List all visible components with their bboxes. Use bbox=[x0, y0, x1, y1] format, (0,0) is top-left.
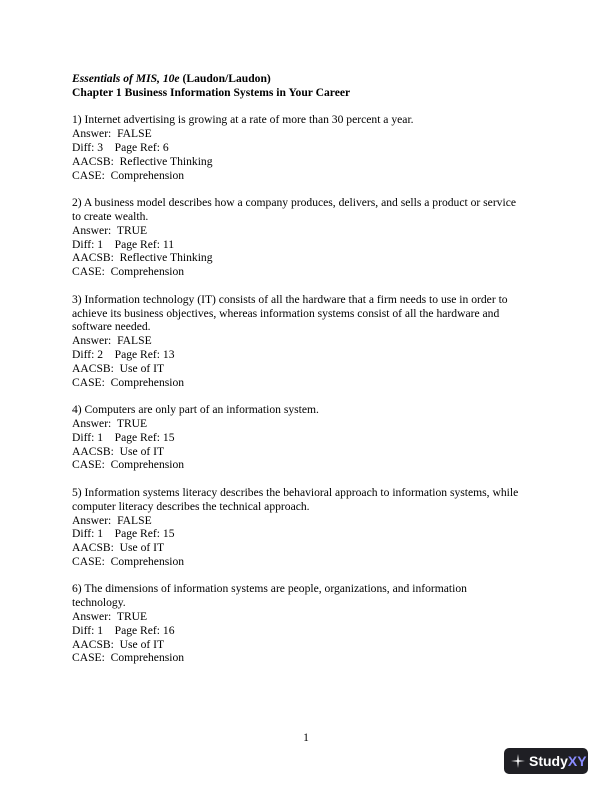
book-title: Essentials of MIS, 10e bbox=[72, 72, 180, 85]
question-block bbox=[72, 582, 542, 665]
question-block bbox=[72, 293, 542, 390]
question-case: CASE: Comprehension bbox=[72, 554, 185, 568]
book-authors: (Laudon/Laudon) bbox=[179, 72, 271, 85]
question-aacsb: AACSB: Use of IT bbox=[72, 444, 165, 458]
chapter-title: Chapter 1 Business Information Systems in Your Career bbox=[72, 85, 351, 99]
question-text-line: 4) Computers are only part of an information system. bbox=[72, 403, 319, 417]
question-case: CASE: Comprehension bbox=[72, 168, 185, 182]
question-block bbox=[72, 113, 542, 182]
question-aacsb: AACSB: Use of IT bbox=[72, 541, 165, 555]
document-page bbox=[72, 72, 542, 679]
question-text-line: 6) The dimensions of information systems are people, organizations, and information bbox=[72, 582, 467, 596]
question-text-line: software needed. bbox=[72, 320, 151, 334]
question-list bbox=[72, 113, 542, 665]
plus-sparkle-icon bbox=[511, 754, 525, 768]
question-diff: Diff: 3 Page Ref: 6 bbox=[72, 140, 169, 154]
question-block bbox=[72, 196, 542, 279]
question-answer: Answer: TRUE bbox=[72, 416, 148, 430]
question-aacsb: AACSB: Use of IT bbox=[72, 361, 165, 375]
question-text-line: computer literacy describes the technical approach. bbox=[72, 499, 310, 513]
question-answer: Answer: FALSE bbox=[72, 334, 152, 348]
question-text-line: 3) Information technology (IT) consists of all the hardware that a firm needs to use in order to bbox=[72, 292, 508, 306]
question-case: CASE: Comprehension bbox=[72, 651, 185, 665]
question-text-line: 1) Internet advertising is growing at a rate of more than 30 percent a year. bbox=[72, 113, 414, 127]
question-diff: Diff: 1 Page Ref: 11 bbox=[72, 237, 175, 251]
question-aacsb: AACSB: Reflective Thinking bbox=[72, 251, 213, 265]
badge-label: StudyXY bbox=[529, 753, 587, 769]
question-text-line: to create wealth. bbox=[72, 209, 149, 223]
question-answer: Answer: TRUE bbox=[72, 610, 148, 624]
question-case: CASE: Comprehension bbox=[72, 458, 185, 472]
question-diff: Diff: 1 Page Ref: 15 bbox=[72, 430, 175, 444]
question-block bbox=[72, 403, 542, 472]
question-diff: Diff: 1 Page Ref: 15 bbox=[72, 527, 175, 541]
question-answer: Answer: FALSE bbox=[72, 127, 152, 141]
question-diff: Diff: 2 Page Ref: 13 bbox=[72, 347, 175, 361]
question-text-line: 2) A business model describes how a company produces, delivers, and sells a product or service bbox=[72, 196, 516, 210]
question-text-line: achieve its business objectives, whereas information systems consist of all the hardware and bbox=[72, 306, 500, 320]
question-aacsb: AACSB: Reflective Thinking bbox=[72, 154, 213, 168]
question-answer: Answer: TRUE bbox=[72, 223, 148, 237]
question-block bbox=[72, 486, 542, 569]
question-aacsb: AACSB: Use of IT bbox=[72, 637, 165, 651]
question-case: CASE: Comprehension bbox=[72, 265, 185, 279]
question-answer: Answer: FALSE bbox=[72, 513, 152, 527]
page-number: 1 bbox=[303, 731, 309, 744]
book-title-line bbox=[72, 72, 542, 86]
question-text-line: 5) Information systems literacy describes the behavioral approach to information systems, while bbox=[72, 485, 519, 499]
question-case: CASE: Comprehension bbox=[72, 375, 185, 389]
studyxy-badge[interactable] bbox=[504, 748, 588, 774]
question-diff: Diff: 1 Page Ref: 16 bbox=[72, 623, 175, 637]
question-text-line: technology. bbox=[72, 596, 126, 610]
